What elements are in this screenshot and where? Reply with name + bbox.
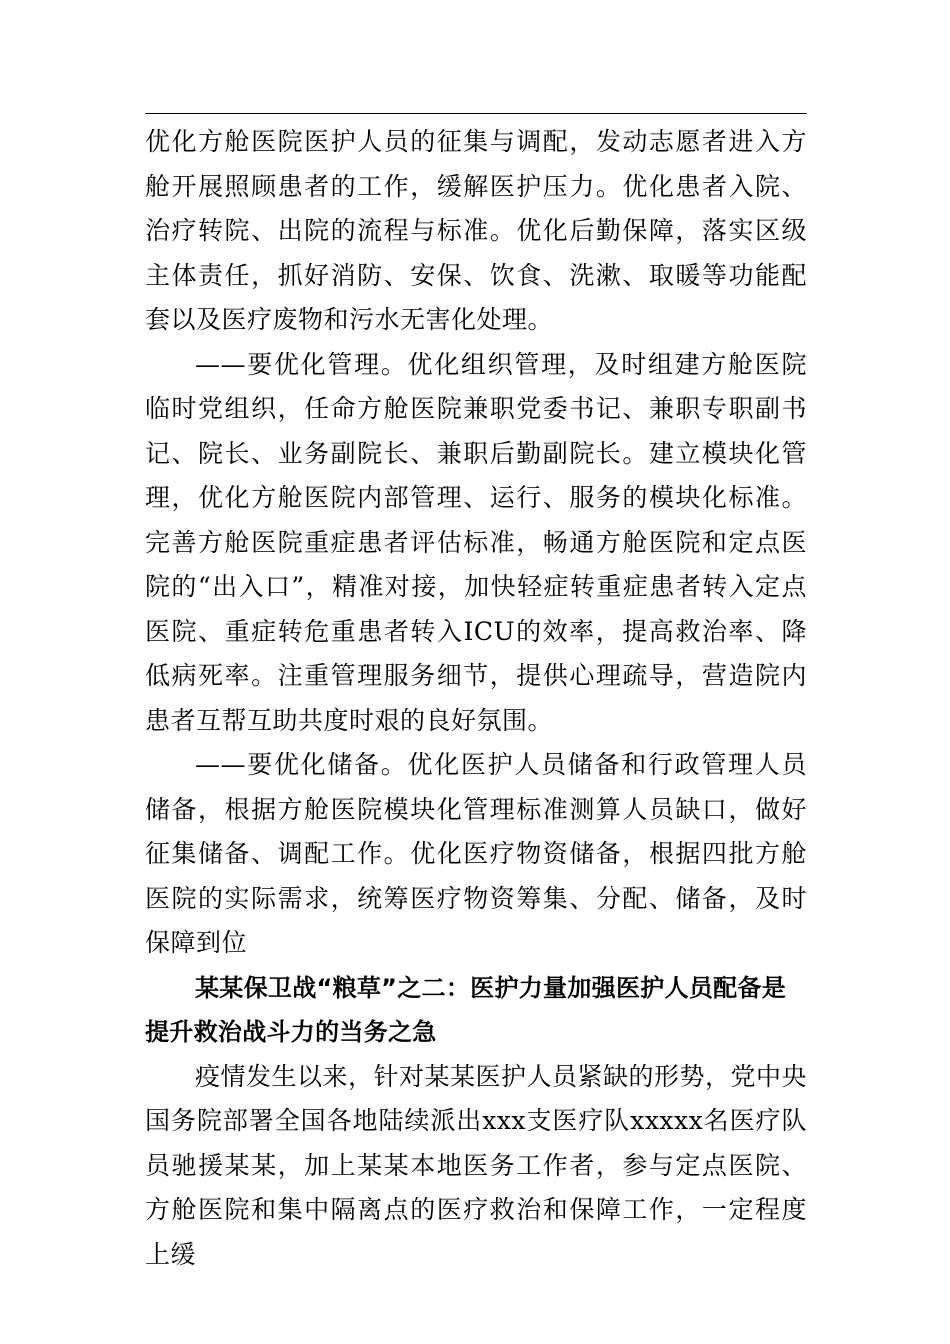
paragraph-lead: ——要优化储备。 — [195, 750, 408, 779]
paragraph-medical-staff — [145, 1055, 807, 1278]
document-body — [145, 120, 807, 1277]
paragraph-management — [145, 343, 807, 744]
section-heading: 某某保卫战“粮草”之二：医护力量加强医护人员配备是提升救治战斗力的当务之急 — [145, 973, 787, 1046]
paragraph-text: 疫情发生以来，针对某某医护人员紧缺的形势，党中央国务院部署全国各地陆续派出xxx支医疗队xxxxx名医疗队员驰援某某，加上某某本地医务工作者，参与定点医院、方舱医院和集中隔离点的医疗救治和保障工作，一定程度上缓 — [145, 1061, 808, 1269]
paragraph-lead: ——要优化管理。 — [195, 349, 408, 379]
paragraph-text: 优化方舱医院医护人员的征集与调配，发动志愿者进入方舱开展照顾患者的工作，缓解医护压力。优化患者入院、治疗转院、出院的流程与标准。优化后勤保障，落实区级主体责任，抓好消防、安保、饮食、洗漱、取暖等功能配套以及医疗废物和污水无害化处理。 — [145, 127, 807, 334]
paragraph-text: 优化医护人员储备和行政管理人员储备，根据方舱医院模块化管理标准测算人员缺口，做好征集储备、调配工作。优化医疗物资储备，根据四批方舱医院的实际需求，统筹医疗物资筹集、分配、储备，及时保障到位 — [145, 750, 807, 957]
paragraph-reserves — [145, 743, 807, 966]
paragraph-logistics — [145, 120, 807, 343]
header-rule — [145, 113, 807, 114]
paragraph-text: 优化组织管理，及时组建方舱医院临时党组织，任命方舱医院兼职党委书记、兼职专职副书记、院长、业务副院长、兼职后勤副院长。建立模块化管理，优化方舱医院内部管理、运行、服务的模块化标准。完善方舱医院重症患者评估标准，畅通方舱医院和定点医院的“出入口”，精准对接，加快轻症转重症患者转入定点医院、重症转危重患者转入ICU的效率，提高救治率、降低病死率。注重管理服务细节，提供心理疏导，营造院内患者互帮互助共度时艰的良好氛围。 — [145, 349, 807, 735]
